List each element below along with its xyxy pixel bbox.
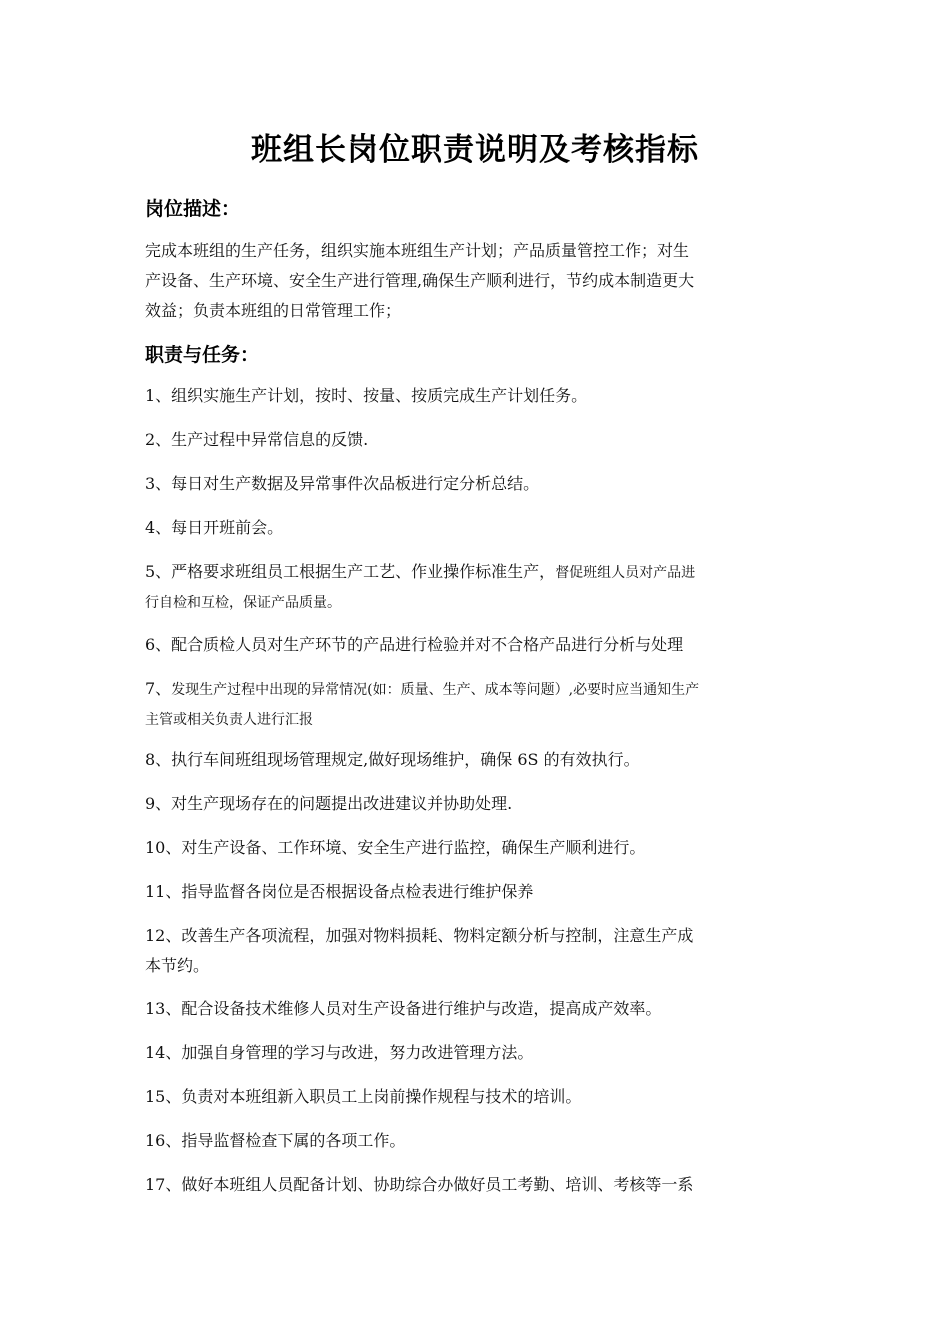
- duty-line: 4、每日开班前会。: [145, 518, 284, 537]
- duty-line: 主管或相关负责人进行汇报: [145, 712, 313, 728]
- duty-item-12: [145, 921, 810, 981]
- duty-line: 3、每日对生产数据及异常事件次品板进行定分析总结。: [145, 474, 540, 493]
- duty-line: 14、加强自身管理的学习与改进，努力改进管理方法。: [145, 1043, 534, 1062]
- description-line: 产设备、生产环境、安全生产进行管理,确保生产顺利进行，节约成本制造更大: [145, 271, 695, 290]
- description-line: 效益；负责本班组的日常管理工作；: [145, 301, 402, 320]
- duty-line-lead: 5、严格要求班组员工根据生产工艺、作业操作标准生产，: [145, 562, 556, 581]
- duty-item-11: [145, 877, 810, 907]
- duty-item-14: [145, 1038, 810, 1068]
- duty-line: 9、对生产现场存在的问题提出改进建议并协助处理.: [145, 794, 513, 813]
- duty-item-1: [145, 381, 810, 411]
- duty-item-15: [145, 1082, 810, 1112]
- duty-line: 16、指导监督检查下属的各项工作。: [145, 1131, 406, 1150]
- duty-item-17: [145, 1170, 810, 1200]
- duty-line: [145, 674, 810, 705]
- duty-line: 17、做好本班组人员配备计划、协助综合办做好员工考勤、培训、考核等一系: [145, 1175, 694, 1194]
- duty-item-2: [145, 425, 810, 455]
- duty-line: 6、配合质检人员对生产环节的产品进行检验并对不合格产品进行分析与处理: [145, 635, 684, 654]
- duty-item-4: [145, 513, 810, 543]
- duty-line-lead: 7、: [145, 679, 172, 698]
- description-heading: 岗位描述：: [145, 198, 241, 220]
- duty-item-16: [145, 1126, 810, 1156]
- duty-item-9: [145, 789, 810, 819]
- duty-line-tail: 发现生产过程中出现的异常情况(如：质量、生产、成本等问题）,必要时应当通知生产: [171, 682, 700, 698]
- duty-line-tail: 督促班组人员对产品进: [555, 565, 696, 581]
- duty-line: 8、执行车间班组现场管理规定,做好现场维护，确保 6S 的有效执行。: [145, 750, 640, 769]
- duty-line: 本节约。: [145, 956, 210, 975]
- duty-line: 1、组织实施生产计划，按时、按量、按质完成生产计划任务。: [145, 386, 588, 405]
- duty-line: 11、指导监督各岗位是否根据设备点检表进行维护保养: [145, 882, 534, 901]
- duty-item-6: [145, 630, 810, 660]
- duty-line: 15、负责对本班组新入职员工上岗前操作规程与技术的培训。: [145, 1087, 582, 1106]
- description-line: 完成本班组的生产任务，组织实施本班组生产计划；产品质量管控工作；对生: [145, 241, 690, 260]
- duty-item-5: [145, 557, 810, 618]
- duty-line: 2、生产过程中异常信息的反馈.: [145, 430, 369, 449]
- description-paragraph: [145, 236, 810, 326]
- duty-item-7: [145, 674, 810, 735]
- duty-item-13: [145, 994, 810, 1024]
- duty-line: 12、改善生产各项流程，加强对物料损耗、物料定额分析与控制，注意生产成: [145, 926, 694, 945]
- duties-heading: 职责与任务：: [145, 344, 260, 366]
- document-title: 班组长岗位职责说明及考核指标: [251, 132, 699, 168]
- duty-line: 13、配合设备技术维修人员对生产设备进行维护与改造，提高成产效率。: [145, 999, 662, 1018]
- duty-line: [145, 557, 810, 588]
- duty-item-10: [145, 833, 810, 863]
- duty-item-8: [145, 745, 810, 775]
- duty-item-3: [145, 469, 810, 499]
- duty-line: 10、对生产设备、工作环境、安全生产进行监控，确保生产顺利进行。: [145, 838, 646, 857]
- duty-line: 行自检和互检，保证产品质量。: [145, 595, 341, 611]
